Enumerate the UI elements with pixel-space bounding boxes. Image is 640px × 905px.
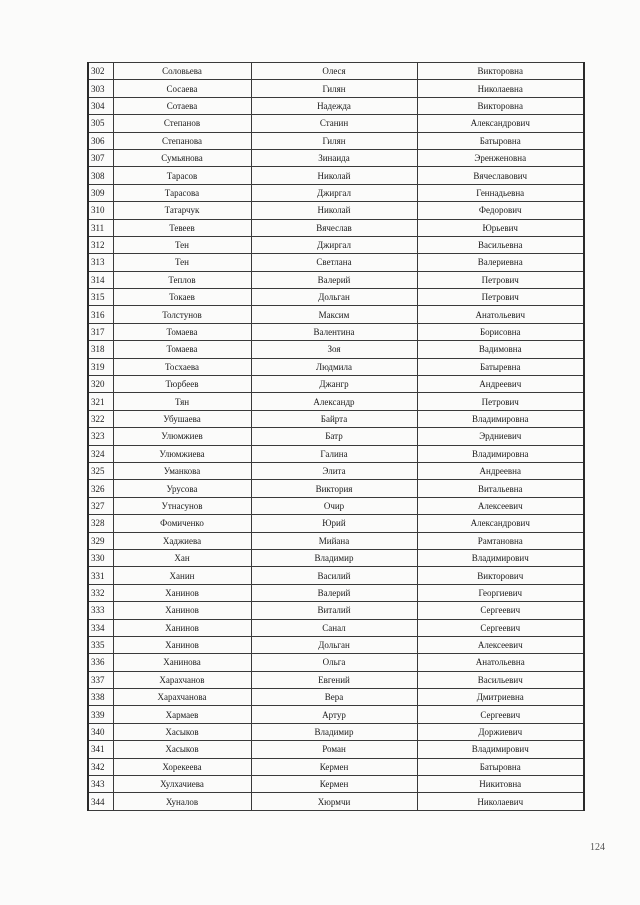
surname-cell: Тян [113,393,251,410]
surname-cell: Томаева [113,323,251,340]
patronymic-cell: Батыревна [417,358,584,375]
row-number-cell: 319 [88,358,113,375]
first-name-cell: Вера [251,689,417,706]
table-row [88,63,584,80]
first-name-cell: Мийана [251,532,417,549]
first-name-cell: Евгений [251,671,417,688]
table-row [88,219,584,236]
surname-cell: Татарчук [113,202,251,219]
surname-cell: Тарасов [113,167,251,184]
first-name-cell: Роман [251,741,417,758]
table-row [88,549,584,566]
patronymic-cell: Алексеевич [417,636,584,653]
table-row [88,480,584,497]
patronymic-cell: Батыровна [417,132,584,149]
surname-cell: Степанов [113,115,251,132]
patronymic-cell: Владимировна [417,445,584,462]
patronymic-cell: Георгиевич [417,584,584,601]
patronymic-cell: Петрович [417,271,584,288]
table-row [88,636,584,653]
patronymic-cell: Александрович [417,115,584,132]
row-number-cell: 316 [88,306,113,323]
patronymic-cell: Николаевич [417,793,584,810]
first-name-cell: Олеся [251,63,417,80]
row-number-cell: 302 [88,63,113,80]
surname-cell: Хасыков [113,723,251,740]
row-number-cell: 303 [88,80,113,97]
first-name-cell: Максим [251,306,417,323]
surname-cell: Сотаева [113,97,251,114]
table-row [88,132,584,149]
surname-cell: Тарасова [113,184,251,201]
surname-cell: Хорекеева [113,758,251,775]
table-row [88,376,584,393]
row-number-cell: 320 [88,376,113,393]
first-name-cell: Виталий [251,602,417,619]
row-number-cell: 310 [88,202,113,219]
row-number-cell: 342 [88,758,113,775]
surname-cell: Толстунов [113,306,251,323]
table-row [88,776,584,793]
row-number-cell: 327 [88,497,113,514]
table-row [88,654,584,671]
patronymic-cell: Геннадьевна [417,184,584,201]
row-number-cell: 330 [88,549,113,566]
row-number-cell: 323 [88,428,113,445]
row-number-cell: 312 [88,236,113,253]
surname-cell: Убушаева [113,410,251,427]
table-row [88,428,584,445]
row-number-cell: 328 [88,515,113,532]
patronymic-cell: Рамтановна [417,532,584,549]
row-number-cell: 326 [88,480,113,497]
patronymic-cell: Эренженовна [417,149,584,166]
first-name-cell: Николай [251,167,417,184]
first-name-cell: Ольга [251,654,417,671]
patronymic-cell: Викторовна [417,97,584,114]
surname-cell: Ханинов [113,636,251,653]
row-number-cell: 335 [88,636,113,653]
surname-cell: Хулхачиева [113,776,251,793]
row-number-cell: 314 [88,271,113,288]
first-name-cell: Зинаида [251,149,417,166]
patronymic-cell: Андреевич [417,376,584,393]
row-number-cell: 343 [88,776,113,793]
surname-cell: Урусова [113,480,251,497]
row-number-cell: 317 [88,323,113,340]
row-number-cell: 338 [88,689,113,706]
patronymic-cell: Федорович [417,202,584,219]
table-row [88,515,584,532]
surname-cell: Степанова [113,132,251,149]
row-number-cell: 306 [88,132,113,149]
table-row [88,167,584,184]
surname-cell: Ханинов [113,602,251,619]
table-row [88,584,584,601]
first-name-cell: Вячеслав [251,219,417,236]
roster-table-body [88,63,584,811]
table-row [88,271,584,288]
surname-cell: Тевеев [113,219,251,236]
table-row [88,149,584,166]
row-number-cell: 307 [88,149,113,166]
first-name-cell: Галина [251,445,417,462]
row-number-cell: 344 [88,793,113,810]
first-name-cell: Станин [251,115,417,132]
surname-cell: Соловьева [113,63,251,80]
surname-cell: Утнасунов [113,497,251,514]
patronymic-cell: Витальевна [417,480,584,497]
surname-cell: Томаева [113,341,251,358]
patronymic-cell: Юрьевич [417,219,584,236]
surname-cell: Фомиченко [113,515,251,532]
surname-cell: Токаев [113,289,251,306]
roster-table [87,62,585,811]
surname-cell: Уманкова [113,462,251,479]
table-row [88,567,584,584]
row-number-cell: 305 [88,115,113,132]
row-number-cell: 313 [88,254,113,271]
table-row [88,80,584,97]
table-row [88,497,584,514]
row-number-cell: 324 [88,445,113,462]
first-name-cell: Владимир [251,723,417,740]
first-name-cell: Василий [251,567,417,584]
patronymic-cell: Викторовна [417,63,584,80]
row-number-cell: 334 [88,619,113,636]
surname-cell: Тен [113,236,251,253]
surname-cell: Ханинов [113,584,251,601]
table-row [88,706,584,723]
patronymic-cell: Дмитриевна [417,689,584,706]
first-name-cell: Светлана [251,254,417,271]
row-number-cell: 337 [88,671,113,688]
row-number-cell: 340 [88,723,113,740]
patronymic-cell: Николаевна [417,80,584,97]
patronymic-cell: Доржиевич [417,723,584,740]
row-number-cell: 318 [88,341,113,358]
row-number-cell: 331 [88,567,113,584]
first-name-cell: Кермен [251,776,417,793]
surname-cell: Хармаев [113,706,251,723]
patronymic-cell: Сергеевич [417,602,584,619]
table-row [88,184,584,201]
patronymic-cell: Александрович [417,515,584,532]
surname-cell: Ханинов [113,619,251,636]
patronymic-cell: Викторович [417,567,584,584]
patronymic-cell: Вячеславович [417,167,584,184]
table-row [88,671,584,688]
patronymic-cell: Сергеевич [417,619,584,636]
row-number-cell: 339 [88,706,113,723]
row-number-cell: 329 [88,532,113,549]
surname-cell: Улюмжиев [113,428,251,445]
first-name-cell: Кермен [251,758,417,775]
row-number-cell: 333 [88,602,113,619]
surname-cell: Хуналов [113,793,251,810]
first-name-cell: Байрта [251,410,417,427]
table-row [88,341,584,358]
surname-cell: Ханин [113,567,251,584]
row-number-cell: 322 [88,410,113,427]
first-name-cell: Хюрмчи [251,793,417,810]
surname-cell: Сосаева [113,80,251,97]
first-name-cell: Джангр [251,376,417,393]
first-name-cell: Юрий [251,515,417,532]
table-row [88,358,584,375]
first-name-cell: Надежда [251,97,417,114]
row-number-cell: 325 [88,462,113,479]
table-row [88,532,584,549]
patronymic-cell: Петрович [417,289,584,306]
table-row [88,619,584,636]
first-name-cell: Валерий [251,584,417,601]
row-number-cell: 336 [88,654,113,671]
patronymic-cell: Валериевна [417,254,584,271]
patronymic-cell: Алексеевич [417,497,584,514]
table-row [88,289,584,306]
first-name-cell: Дольган [251,636,417,653]
surname-cell: Тен [113,254,251,271]
patronymic-cell: Васильевич [417,671,584,688]
surname-cell: Харахчанов [113,671,251,688]
first-name-cell: Валентина [251,323,417,340]
table-row [88,602,584,619]
row-number-cell: 321 [88,393,113,410]
patronymic-cell: Вадимовна [417,341,584,358]
first-name-cell: Владимир [251,549,417,566]
table-row [88,202,584,219]
table-row [88,689,584,706]
patronymic-cell: Владимирович [417,549,584,566]
table-row [88,254,584,271]
first-name-cell: Виктория [251,480,417,497]
surname-cell: Тюрбеев [113,376,251,393]
first-name-cell: Гилян [251,132,417,149]
table-row [88,741,584,758]
surname-cell: Тосхаева [113,358,251,375]
first-name-cell: Валерий [251,271,417,288]
table-row [88,97,584,114]
row-number-cell: 309 [88,184,113,201]
first-name-cell: Дольган [251,289,417,306]
patronymic-cell: Борисовна [417,323,584,340]
patronymic-cell: Анатольевич [417,306,584,323]
surname-cell: Сумьянова [113,149,251,166]
row-number-cell: 332 [88,584,113,601]
first-name-cell: Батр [251,428,417,445]
first-name-cell: Людмила [251,358,417,375]
row-number-cell: 308 [88,167,113,184]
table-row [88,758,584,775]
table-row [88,445,584,462]
patronymic-cell: Владимировна [417,410,584,427]
table-row [88,393,584,410]
first-name-cell: Очир [251,497,417,514]
table-row [88,115,584,132]
table-row [88,323,584,340]
patronymic-cell: Никитовна [417,776,584,793]
first-name-cell: Гилян [251,80,417,97]
surname-cell: Харахчанова [113,689,251,706]
patronymic-cell: Сергеевич [417,706,584,723]
first-name-cell: Зоя [251,341,417,358]
table-row [88,410,584,427]
surname-cell: Хасыков [113,741,251,758]
surname-cell: Улюмжиева [113,445,251,462]
first-name-cell: Александр [251,393,417,410]
table-row [88,306,584,323]
table-row [88,723,584,740]
patronymic-cell: Батыровна [417,758,584,775]
first-name-cell: Николай [251,202,417,219]
page-number: 124 [590,842,605,853]
surname-cell: Хан [113,549,251,566]
surname-cell: Хаджиева [113,532,251,549]
first-name-cell: Артур [251,706,417,723]
row-number-cell: 311 [88,219,113,236]
first-name-cell: Джиргал [251,236,417,253]
row-number-cell: 315 [88,289,113,306]
first-name-cell: Джиргал [251,184,417,201]
table-row [88,793,584,810]
patronymic-cell: Анатольевна [417,654,584,671]
row-number-cell: 341 [88,741,113,758]
patronymic-cell: Васильевна [417,236,584,253]
surname-cell: Ханинова [113,654,251,671]
first-name-cell: Санал [251,619,417,636]
surname-cell: Теплов [113,271,251,288]
table-row [88,462,584,479]
patronymic-cell: Андреевна [417,462,584,479]
row-number-cell: 304 [88,97,113,114]
table-row [88,236,584,253]
patronymic-cell: Эрдниевич [417,428,584,445]
patronymic-cell: Владимирович [417,741,584,758]
first-name-cell: Элита [251,462,417,479]
patronymic-cell: Петрович [417,393,584,410]
